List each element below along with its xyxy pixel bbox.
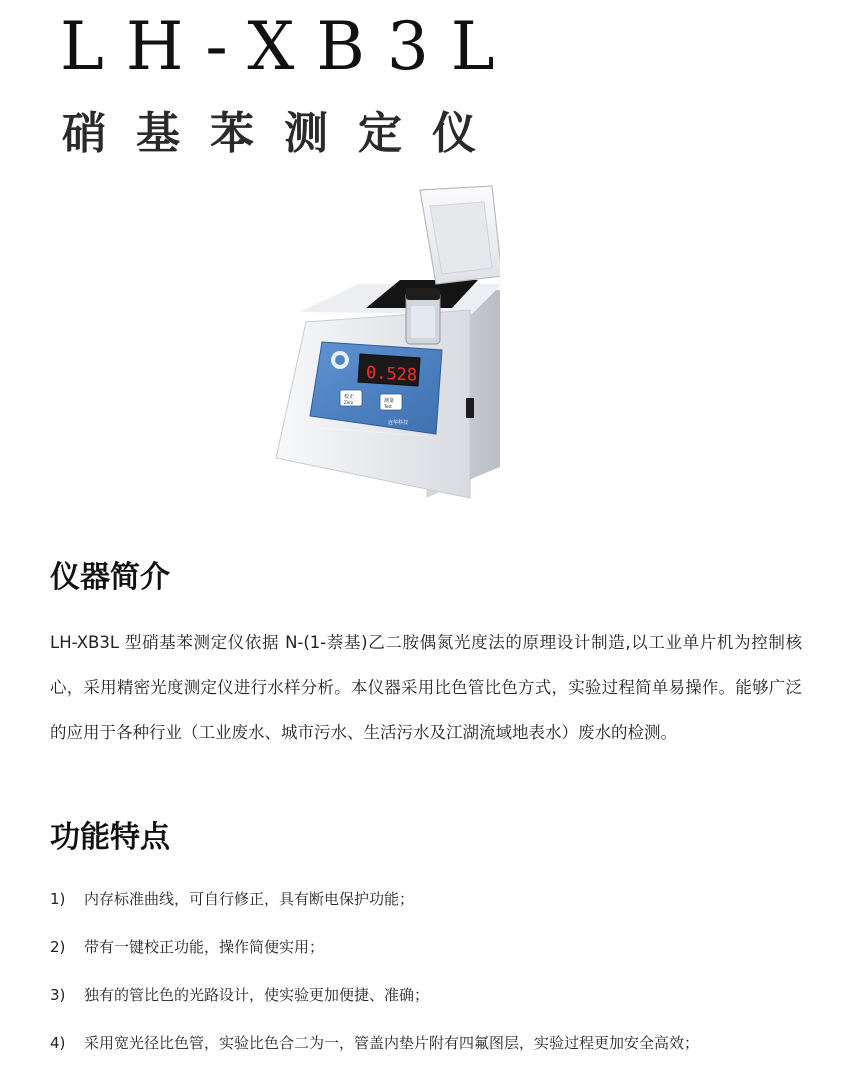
list-item-text: 内存标准曲线，可自行修正，具有断电保护功能； [84,890,415,908]
zero-button-label: 校正 [344,394,355,400]
panel-brand: 连华科技 [388,420,409,426]
test-button-sub: Test [384,404,392,409]
list-item-text: 带有一键校正功能，操作简便实用； [84,938,325,956]
list-item-number: 2) [50,938,66,956]
list-item-number: 4) [50,1034,66,1052]
list-item-number: 1) [50,890,66,908]
feature-list [50,884,699,1076]
display-reading: 0.528 [366,363,418,386]
list-item-text: 采用宽光径比色管，实验比色合二为一，管盖内垫片附有四氟图层，实验过程更加安全高效； [84,1034,700,1052]
zero-button-sub: Zero [344,400,354,405]
features-heading: 功能特点 [50,820,170,855]
power-switch [466,398,474,418]
test-button-label: 测量 [384,398,395,404]
product-name: 硝基苯测定仪 [62,108,506,159]
product-image [270,180,500,508]
list-item-text: 独有的管比色的光路设计，使实验更加便捷、准确； [84,986,430,1004]
model-title: LH-XB3L [60,8,517,85]
list-item [50,980,699,1028]
list-item-number: 3) [50,986,66,1004]
intro-heading: 仪器简介 [50,560,170,595]
list-item [50,884,699,932]
list-item [50,1028,699,1076]
list-item [50,932,699,980]
intro-paragraph: LH-XB3L 型硝基苯测定仪依据 N-(1-萘基)乙二胺偶氮光度法的原理设计制造,以工业单片机为控制核心，采用精密光度测定仪进行水样分析。本仪器采用比色管比色方式，实验过程简单易操作。能够广泛的应用于各种行业（工业废水、城市污水、生活污水及江湖流域地表水）废水的检测。 [50,633,802,742]
